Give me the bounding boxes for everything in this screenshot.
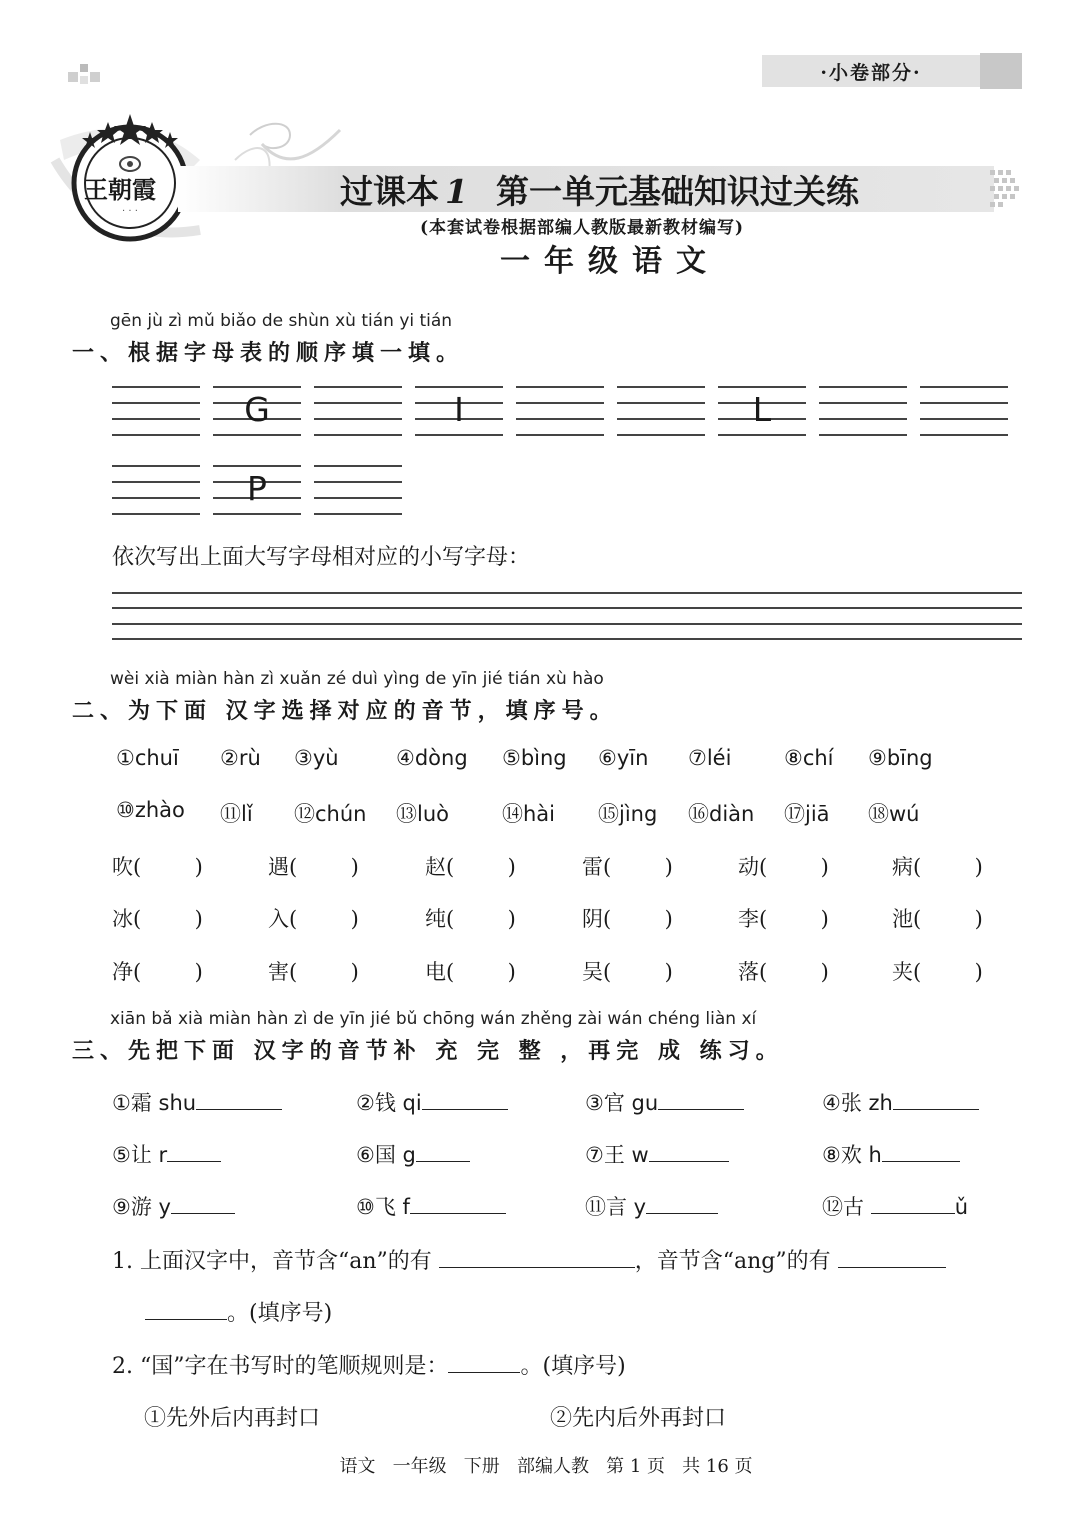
choice-1: ①先外后内再封口 — [144, 1406, 321, 1431]
syllable-answer-blank[interactable] — [167, 1142, 221, 1162]
item-label: ⑧欢 h — [822, 1143, 882, 1167]
item-label: ②钱 qi — [356, 1091, 422, 1115]
section-tag-block — [980, 53, 1022, 89]
item-label: ⑥国 g — [356, 1143, 416, 1167]
syllable-completion-item — [112, 1191, 235, 1221]
hanzi-character: 病 — [892, 855, 913, 879]
title-main: 第一单元基础知识过关练 — [495, 172, 859, 211]
character-blank-item — [268, 851, 359, 881]
corner-decoration — [68, 62, 104, 86]
item-label: ⑤让 r — [112, 1143, 168, 1167]
character-blank-item — [582, 956, 673, 986]
q3-sub2-text: 2. “国”字在书写时的笔顺规则是： — [112, 1354, 449, 1379]
answer-parentheses[interactable]: ( ) — [759, 855, 829, 879]
syllable-option: ③yù — [294, 746, 339, 770]
hanzi-character: 纯 — [425, 907, 446, 931]
letter-writing-cell[interactable] — [617, 386, 705, 436]
item-label: ⑦王 w — [585, 1143, 649, 1167]
q1-pinyin: gēn jù zì mǔ biǎo de shùn xù tián yi tián — [110, 311, 453, 331]
answer-parentheses[interactable]: ( ) — [133, 907, 203, 931]
syllable-answer-blank[interactable] — [893, 1090, 979, 1110]
hanzi-character: 李 — [738, 907, 759, 931]
syllable-option: ⑫chún — [294, 802, 367, 826]
character-blank-item — [112, 956, 203, 986]
syllable-option: ⑬luò — [396, 802, 449, 826]
syllable-answer-blank[interactable] — [196, 1090, 282, 1110]
cell-letter: I — [454, 390, 464, 429]
hanzi-character: 冰 — [112, 907, 133, 931]
answer-parentheses[interactable]: ( ) — [913, 855, 983, 879]
character-blank-item — [268, 903, 359, 933]
syllable-option: ⑱wú — [868, 802, 920, 826]
syllable-option: ⑪lǐ — [220, 802, 253, 826]
q3-heading: 三、先把下面 汉字的音节补 充 完 整 ，再完 成 练习。 — [72, 1038, 784, 1064]
syllable-completion-item — [822, 1087, 979, 1117]
q3-sub1-text-a: 1. 上面汉字中，音节含“an”的有 — [112, 1249, 432, 1274]
character-blank-item — [425, 851, 516, 881]
hanzi-character: 落 — [738, 960, 759, 984]
letter-writing-cell[interactable] — [819, 386, 907, 436]
logo-text: 王朝霞 — [84, 175, 156, 204]
answer-parentheses[interactable]: ( ) — [133, 855, 203, 879]
choice-2: ②先内后外再封口 — [550, 1406, 727, 1431]
answer-parentheses[interactable]: ( ) — [759, 907, 829, 931]
letter-writing-cell[interactable] — [112, 465, 200, 515]
answer-parentheses[interactable]: ( ) — [446, 855, 516, 879]
item-suffix: ǔ — [954, 1195, 968, 1219]
letter-writing-cell[interactable] — [718, 386, 806, 436]
svg-text:· · ·: · · · — [122, 206, 138, 217]
syllable-option: ⑨bīng — [868, 746, 933, 770]
item-label: ①霜 shu — [112, 1091, 197, 1115]
character-blank-item — [892, 851, 983, 881]
syllable-answer-blank[interactable] — [422, 1090, 508, 1110]
syllable-completion-item — [112, 1139, 221, 1169]
q3-sub1-text-b: ，音节含“ang”的有 — [634, 1249, 831, 1274]
syllable-answer-blank[interactable] — [658, 1090, 744, 1110]
answer-parentheses[interactable]: ( ) — [603, 907, 673, 931]
cell-letter: L — [752, 390, 772, 429]
answer-parentheses[interactable]: ( ) — [603, 855, 673, 879]
letter-writing-cell[interactable] — [213, 465, 301, 515]
hanzi-character: 吹 — [112, 855, 133, 879]
syllable-option: ④dòng — [396, 746, 468, 770]
syllable-answer-blank[interactable] — [410, 1194, 506, 1214]
grade-title: 一年级语文 — [500, 244, 720, 279]
syllable-option: ⑯diàn — [688, 802, 755, 826]
hanzi-character: 池 — [892, 907, 913, 931]
syllable-option: ⑭hài — [502, 802, 556, 826]
ang-answer-blank-part1[interactable] — [838, 1248, 946, 1268]
syllable-answer-blank[interactable] — [871, 1194, 955, 1214]
section-tag: ·小卷部分· — [762, 55, 980, 87]
q3-sub1-text-c: 。(填序号) — [227, 1301, 333, 1326]
q3-sub1 — [112, 1244, 946, 1275]
q3-sub2-tail: 。(填序号) — [520, 1354, 626, 1379]
character-blank-item — [425, 956, 516, 986]
syllable-completion-item — [585, 1191, 718, 1221]
letter-writing-cell[interactable] — [112, 386, 200, 436]
syllable-option: ⑦léi — [688, 746, 732, 770]
syllable-option: ②rù — [220, 746, 261, 770]
ang-answer-blank-part2[interactable] — [145, 1300, 227, 1320]
q3-sub2 — [112, 1349, 626, 1380]
cell-letter: G — [244, 390, 270, 429]
hanzi-character: 雷 — [582, 855, 603, 879]
answer-parentheses[interactable]: ( ) — [759, 960, 829, 984]
syllable-completion-item — [356, 1191, 506, 1221]
item-label: ⑩飞 f — [356, 1195, 410, 1219]
syllable-option: ①chuī — [116, 746, 179, 770]
answer-parentheses[interactable]: ( ) — [913, 960, 983, 984]
hanzi-character: 夹 — [892, 960, 913, 984]
hanzi-character: 动 — [738, 855, 759, 879]
answer-parentheses[interactable]: ( ) — [913, 907, 983, 931]
letter-writing-cell[interactable] — [213, 386, 301, 436]
hanzi-character: 遇 — [268, 855, 289, 879]
syllable-option: ⑰jiā — [784, 802, 830, 826]
title-number: 1 — [445, 172, 468, 211]
an-answer-blank[interactable] — [439, 1248, 635, 1268]
character-blank-item — [892, 956, 983, 986]
syllable-completion-item — [112, 1087, 282, 1117]
subtitle: (本套试卷根据部编人教版最新教材编写) — [420, 218, 745, 238]
character-blank-item — [738, 851, 829, 881]
syllable-answer-blank[interactable] — [171, 1194, 235, 1214]
syllable-option: ⑩zhào — [116, 798, 185, 822]
answer-parentheses[interactable]: ( ) — [289, 960, 359, 984]
letter-writing-cell[interactable] — [314, 465, 402, 515]
syllable-completion-item — [585, 1087, 744, 1117]
hanzi-character: 赵 — [425, 855, 446, 879]
answer-parentheses[interactable]: ( ) — [289, 855, 359, 879]
character-blank-item — [582, 851, 673, 881]
hanzi-character: 吴 — [582, 960, 603, 984]
title-prefix: 过课本 — [340, 172, 439, 211]
item-label: ⑪言 y — [585, 1195, 647, 1219]
syllable-answer-blank[interactable] — [649, 1142, 729, 1162]
letter-writing-cell[interactable] — [415, 386, 503, 436]
hanzi-character: 害 — [268, 960, 289, 984]
answer-parentheses[interactable]: ( ) — [133, 960, 203, 984]
q2-heading: 二、为下面 汉字选择对应的音节，填序号。 — [72, 698, 618, 724]
syllable-option: ⑮jìng — [598, 802, 658, 826]
hanzi-character: 入 — [268, 907, 289, 931]
item-label: ④张 zh — [822, 1091, 893, 1115]
character-blank-item — [425, 903, 516, 933]
q3-pinyin: xiān bǎ xià miàn hàn zì de yīn jié bǔ chōng wán zhěng zài wán chéng liàn xí — [110, 1009, 757, 1029]
answer-parentheses[interactable]: ( ) — [446, 960, 516, 984]
syllable-option: ⑥yīn — [598, 746, 649, 770]
answer-parentheses[interactable]: ( ) — [603, 960, 673, 984]
lowercase-writing-lines[interactable] — [112, 592, 1022, 640]
letter-writing-cell[interactable] — [314, 386, 402, 436]
q3-sub1-cont — [145, 1296, 332, 1327]
character-blank-item — [268, 956, 359, 986]
hanzi-character: 电 — [425, 960, 446, 984]
answer-parentheses[interactable]: ( ) — [289, 907, 359, 931]
syllable-option: ⑧chí — [784, 746, 834, 770]
q1-instruction: 依次写出上面大写字母相对应的小写字母： — [112, 545, 531, 570]
syllable-completion-item — [356, 1139, 470, 1169]
syllable-answer-blank[interactable] — [416, 1142, 470, 1162]
character-blank-item — [582, 903, 673, 933]
character-blank-item — [738, 903, 829, 933]
syllable-completion-item — [356, 1087, 508, 1117]
answer-parentheses[interactable]: ( ) — [446, 907, 516, 931]
hanzi-character: 阴 — [582, 907, 603, 931]
item-label: ③官 gu — [585, 1091, 659, 1115]
q1-heading: 一、根据字母表的顺序填一填。 — [72, 340, 465, 366]
character-blank-item — [738, 956, 829, 986]
q2-pinyin: wèi xià miàn hàn zì xuǎn zé duì yìng de yīn jié tián xù hào — [110, 669, 604, 689]
syllable-completion-item — [822, 1191, 968, 1221]
page-footer: 语文 一年级 下册 部编人教 第 1 页 共 16 页 — [339, 1456, 753, 1477]
syllable-completion-item — [822, 1139, 960, 1169]
character-blank-item — [112, 903, 203, 933]
syllable-answer-blank[interactable] — [882, 1142, 960, 1162]
character-blank-item — [892, 903, 983, 933]
item-label: ⑫古 — [822, 1195, 871, 1219]
letter-writing-cell[interactable] — [920, 386, 1008, 436]
stroke-order-answer-blank[interactable] — [448, 1353, 520, 1373]
cell-letter: P — [247, 469, 267, 508]
syllable-answer-blank[interactable] — [646, 1194, 718, 1214]
item-label: ⑨游 y — [112, 1195, 171, 1219]
character-blank-item — [112, 851, 203, 881]
page-title — [340, 166, 859, 213]
syllable-option: ⑤bìng — [502, 746, 567, 770]
hanzi-character: 净 — [112, 960, 133, 984]
syllable-completion-item — [585, 1139, 729, 1169]
letter-writing-cell[interactable] — [516, 386, 604, 436]
title-dots-decoration — [988, 166, 1028, 212]
